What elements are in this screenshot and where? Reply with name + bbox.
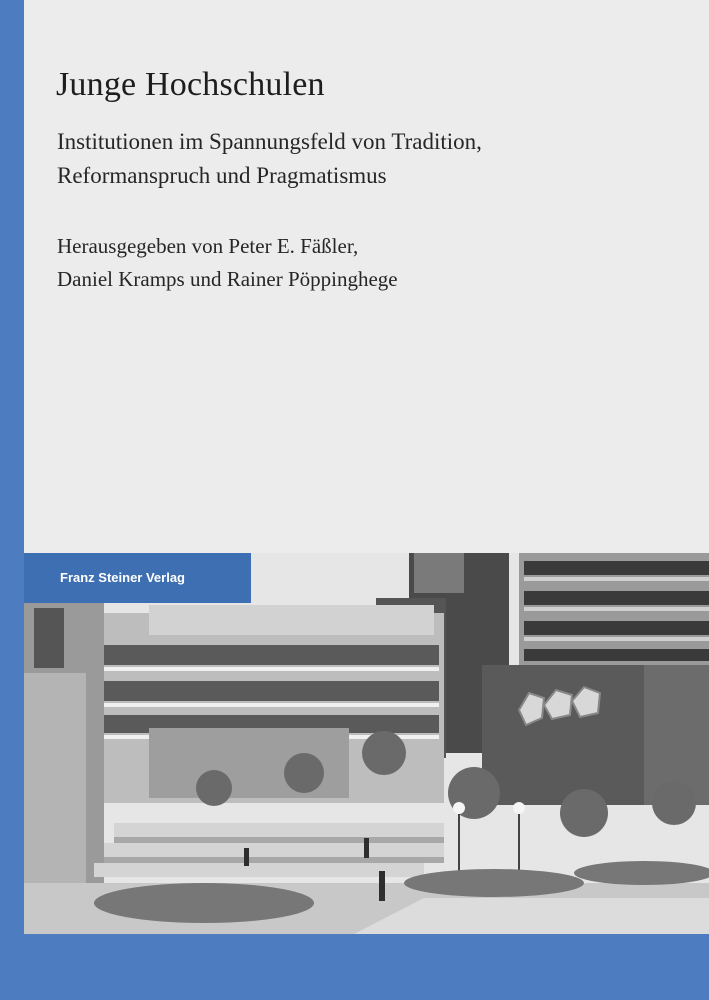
bottom-accent-bar [0, 934, 709, 1000]
campus-photo [24, 553, 709, 934]
spine-accent-bar [0, 0, 24, 1000]
book-subtitle [57, 125, 482, 193]
subtitle-line-1: Institutionen im Spannungsfeld von Tradition, [57, 129, 482, 154]
publisher-label: Franz Steiner Verlag [24, 553, 251, 603]
subtitle-line-2: Reformanspruch und Pragmatismus [57, 163, 387, 188]
editors-credit [57, 230, 398, 296]
book-title: Junge Hochschulen [56, 66, 325, 103]
editors-line-1: Herausgegeben von Peter E. Fäßler, [57, 234, 359, 258]
editors-line-2: Daniel Kramps und Rainer Pöppinghege [57, 267, 398, 291]
